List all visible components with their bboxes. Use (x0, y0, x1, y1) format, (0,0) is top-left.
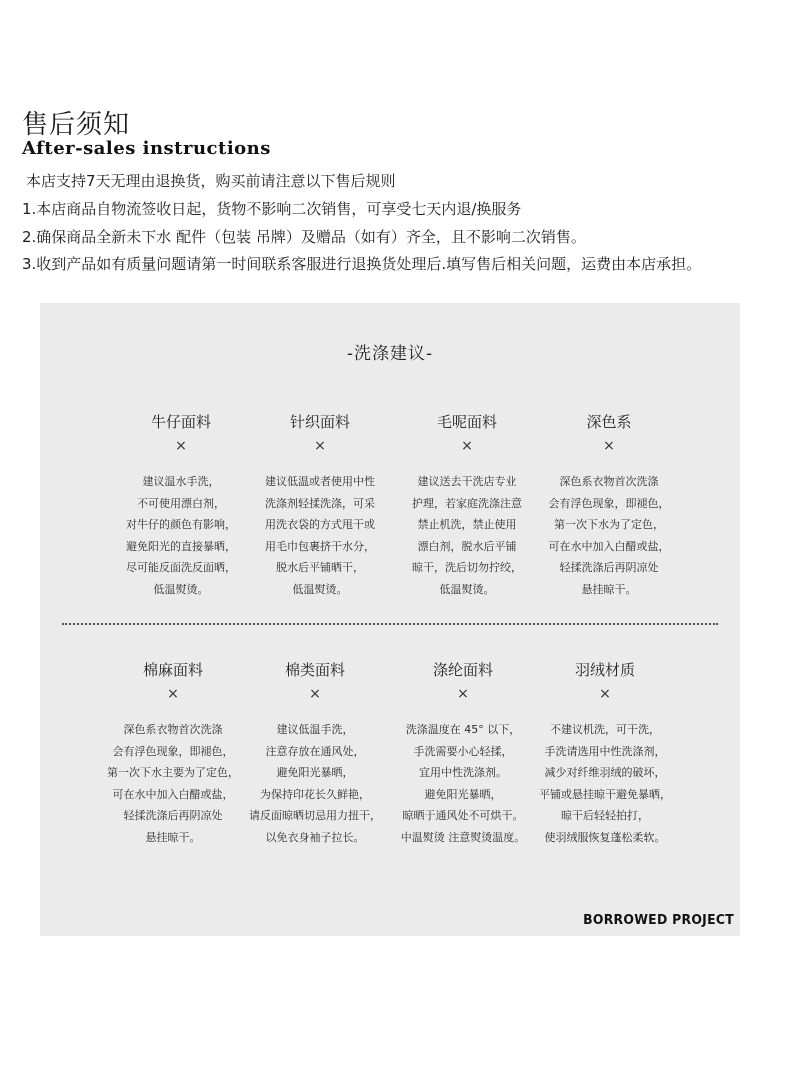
fabric-name: 牛仔面料 (150, 413, 211, 431)
fabric-note: 以免衣身袖子拉长。 (265, 830, 365, 844)
fabric-card-knit (240, 411, 400, 601)
fabric-note: 用毛巾包裹挤干水分， (265, 539, 375, 553)
policy-item-3: 3.收到产品如有质量问题请第一时间联系客服进行退换货处理后.填写售后相关问题，运费由本店承担。 (22, 255, 702, 273)
care-title: -洗涤建议- (346, 344, 434, 364)
fabric-note: 深色系衣物首次洗涤 (559, 475, 659, 488)
fabric-notes (383, 719, 543, 849)
fabric-note: 脱水后平铺晒干， (276, 561, 364, 575)
fabric-card-denim (101, 411, 261, 601)
fabric-note: 低温熨烫。 (153, 582, 209, 596)
policy-item-2: 2.确保商品全新未下水 配件（包装 吊牌）及赠品（如有）齐全，且不影响二次销售。 (22, 228, 586, 246)
cross-icon: × (175, 438, 187, 454)
fabric-note: 低温熨烫。 (439, 582, 495, 596)
page-title: 售后须知 (22, 110, 131, 140)
fabric-note: 可在水中加入白醋或盐， (548, 539, 670, 553)
fabric-note: 第一次下水为了定色， (554, 518, 664, 532)
policy-intro: 本店支持7天无理由退换货，购买前请注意以下售后规则 (26, 172, 396, 190)
fabric-note: 低温熨烫。 (292, 582, 348, 596)
fabric-card-cotton-linen (93, 659, 253, 849)
fabric-note: 宜用中性洗涤剂。 (419, 766, 507, 780)
fabric-notes (235, 719, 395, 849)
fabric-note: 建议低温手洗， (276, 723, 354, 736)
cross-icon: × (309, 686, 321, 702)
fabric-note: 可在水中加入白醋或盐， (112, 787, 234, 801)
fabric-note: 建议送去干洗店专业 (417, 475, 517, 488)
fabric-note: 手洗请选用中性洗涤剂， (544, 744, 666, 758)
fabric-note: 请反面晾晒切忌用力扭干， (249, 809, 381, 823)
fabric-note: 轻揉洗涤后再阴凉处 (123, 809, 223, 823)
cross-icon: × (167, 686, 179, 702)
fabric-note: 深色系衣物首次洗涤 (123, 723, 223, 736)
fabric-note: 避免阳光暴晒， (276, 766, 354, 780)
care-panel (40, 303, 740, 936)
fabric-note: 会有浮色现象，即褪色， (548, 496, 670, 510)
fabric-note: 避免阳光暴晒， (424, 787, 502, 801)
fabric-note: 注意存放在通风处， (265, 744, 365, 758)
fabric-note: 禁止机洗，禁止使用 (417, 518, 517, 532)
fabric-note: 建议温水手洗， (142, 475, 220, 488)
fabric-note: 会有浮色现象，即褪色， (112, 744, 234, 758)
dotted-divider (62, 623, 718, 625)
fabric-notes (529, 471, 689, 601)
fabric-notes (240, 471, 400, 601)
fabric-note: 洗涤温度在 45° 以下， (405, 723, 521, 736)
fabric-card-dark-colors (529, 411, 689, 601)
fabric-name: 涤纶面料 (432, 661, 493, 679)
fabric-notes (93, 719, 253, 849)
brand-label: BORROWED PROJECT (583, 912, 734, 928)
fabric-note: 中温熨烫 注意熨烫温度。 (400, 830, 526, 844)
fabric-note: 轻揉洗涤后再阴凉处 (559, 561, 659, 575)
fabric-note: 晾干后轻轻拍打， (561, 809, 649, 823)
fabric-note: 晾晒于通风处不可烘干。 (402, 809, 524, 823)
fabric-note: 护理，若家庭洗涤注意 (412, 496, 522, 510)
fabric-note: 悬挂晾干。 (145, 830, 201, 844)
fabric-name: 羽绒材质 (574, 661, 635, 679)
fabric-note: 避免阳光的直接暴晒， (126, 539, 236, 553)
fabric-name: 针织面料 (289, 413, 350, 431)
page-subtitle: After-sales instructions (22, 138, 271, 159)
cross-icon: × (314, 438, 326, 454)
cross-icon: × (457, 686, 469, 702)
fabric-note: 平铺或悬挂晾干避免暴晒， (539, 787, 671, 801)
fabric-note: 用洗衣袋的方式甩干或 (265, 518, 375, 532)
fabric-notes (525, 719, 685, 849)
fabric-card-wool (387, 411, 547, 601)
cross-icon: × (461, 438, 473, 454)
fabric-note: 对牛仔的颜色有影响， (126, 518, 236, 532)
fabric-name: 深色系 (586, 413, 632, 431)
fabric-card-cotton (235, 659, 395, 849)
fabric-note: 悬挂晾干。 (581, 582, 637, 596)
fabric-name: 毛呢面料 (436, 413, 497, 431)
fabric-note: 为保持印花长久鲜艳， (260, 787, 370, 801)
fabric-notes (387, 471, 547, 601)
cross-icon: × (603, 438, 615, 454)
fabric-note: 漂白剂，脱水后平铺 (417, 539, 517, 553)
fabric-note: 使羽绒服恢复蓬松柔软。 (544, 830, 666, 844)
cross-icon: × (599, 686, 611, 702)
policy-item-1: 1.本店商品自物流签收日起，货物不影响二次销售，可享受七天内退/换服务 (22, 200, 522, 218)
fabric-note: 洗涤剂轻揉洗涤，可采 (265, 496, 375, 510)
fabric-card-polyester (383, 659, 543, 849)
fabric-note: 不建议机洗，可干洗， (550, 723, 660, 736)
fabric-note: 晾干，洗后切勿拧绞， (412, 561, 522, 575)
fabric-note: 不可使用漂白剂， (137, 496, 225, 510)
fabric-note: 尽可能反面洗反面晒， (126, 561, 236, 575)
fabric-name: 棉类面料 (284, 661, 345, 679)
fabric-notes (101, 471, 261, 601)
fabric-note: 第一次下水主要为了定色， (107, 766, 239, 780)
fabric-name: 棉麻面料 (142, 661, 203, 679)
fabric-note: 减少对纤维羽绒的破坏， (544, 766, 666, 780)
fabric-card-down (525, 659, 685, 849)
fabric-note: 建议低温或者使用中性 (265, 475, 375, 488)
fabric-note: 手洗需要小心轻揉， (413, 744, 513, 758)
